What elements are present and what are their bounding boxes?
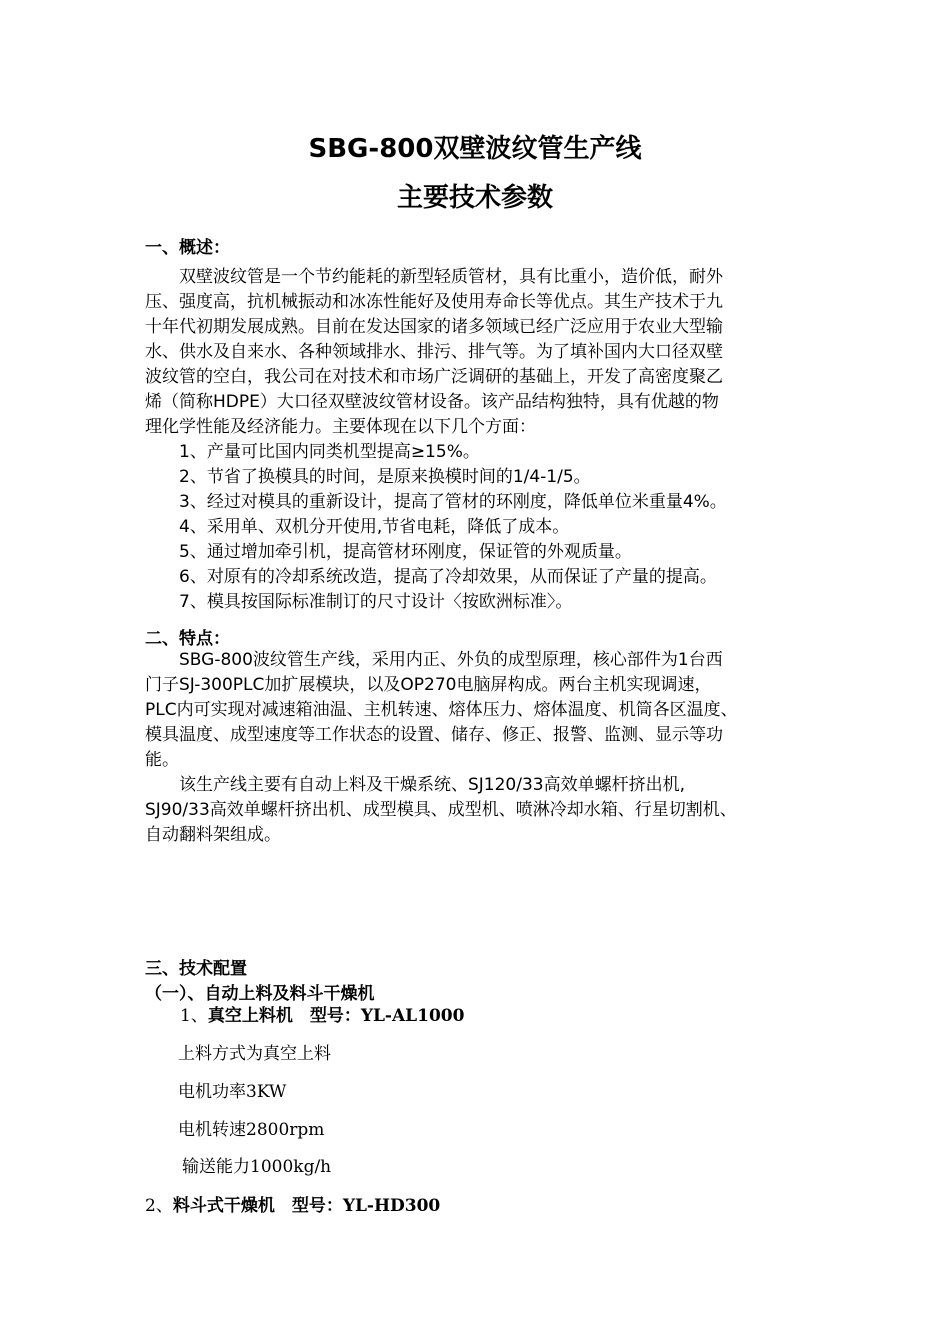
- paragraph-line: 理化学性能及经济能力。主要体现在以下几个方面：: [145, 417, 536, 437]
- paragraph-line: 模具温度、成型速度等工作状态的设置、储存、修正、报警、监测、显示等功: [145, 725, 723, 745]
- section1-paragraph: [145, 265, 825, 615]
- document-title: SBG-800双壁波纹管生产线: [308, 134, 642, 164]
- spec-item-heading: [145, 1194, 825, 1219]
- list-item: 5、通过增加牵引机，提高管材环刚度，保证管的外观质量。: [145, 542, 632, 562]
- section2-paragraph-1: [145, 648, 825, 773]
- section3-heading: 三、技术配置: [145, 959, 247, 979]
- spec-line: 电机转速2800rpm: [178, 1120, 325, 1140]
- spec-line: 电机功率3KW: [178, 1082, 287, 1102]
- paragraph-line: 水、供水及自来水、各种领域排水、排污、排气等。为了填补国内大口径双壁: [145, 342, 723, 362]
- paragraph-line: 双壁波纹管是一个节约能耗的新型轻质管材，具有比重小，造价低，耐外: [145, 267, 723, 287]
- paragraph-line: SJ90/33高效单螺杆挤出机、成型模具、成型机、喷淋冷却水箱、行星切割机、: [145, 800, 737, 820]
- paragraph-line: 门子SJ-300PLC加扩展模块，以及OP270电脑屏构成。两台主机实现调速，: [145, 675, 712, 695]
- spec-item-title: 料斗式干燥机 型号：YL-HD300: [172, 1196, 441, 1216]
- paragraph-line: 自动翻料架组成。: [145, 825, 281, 845]
- spec-line: 输送能力1000kg/h: [182, 1157, 332, 1177]
- paragraph-line: SBG-800波纹管生产线，采用内正、外负的成型原理，核心部件为1台西: [145, 650, 723, 670]
- paragraph-line: 该生产线主要有自动上料及干燥系统、SJ120/33高效单螺杆挤出机,: [145, 775, 686, 795]
- list-item: 6、对原有的冷却系统改造，提高了冷却效果，从而保证了产量的提高。: [145, 567, 717, 587]
- subsection-heading: （一）、自动上料及料斗干燥机: [145, 984, 375, 1004]
- spec-item-number: 1、: [180, 1006, 208, 1026]
- document-subtitle: 主要技术参数: [396, 183, 553, 213]
- paragraph-line: 十年代初期发展成熟。目前在发达国家的诸多领域已经广泛应用于农业大型输: [145, 317, 723, 337]
- spec-line: 上料方式为真空上料: [178, 1044, 331, 1064]
- paragraph-line: 烯（简称HDPE）大口径双壁波纹管材设备。该产品结构独特，具有优越的物: [145, 392, 719, 412]
- list-item: 1、产量可比国内同类机型提高≥15%。: [145, 442, 480, 462]
- spec-item-heading: [180, 1004, 820, 1029]
- section1-heading: 一、概述：: [145, 238, 230, 258]
- section2-paragraph-2: [145, 773, 825, 848]
- list-item: 7、模具按国际标准制订的尺寸设计〈按欧洲标准〉。: [145, 592, 573, 612]
- paragraph-line: PLC内可实现对减速箱油温、主机转速、熔体压力、熔体温度、机筒各区温度、: [145, 700, 738, 720]
- list-item: 3、经过对模具的重新设计，提高了管材的环刚度，降低单位米重量4%。: [145, 492, 727, 512]
- spec-item-title: 真空上料机 型号：YL-AL1000: [207, 1006, 465, 1026]
- paragraph-line: 能。: [145, 750, 179, 770]
- list-item: 4、采用单、双机分开使用,节省电耗，降低了成本。: [145, 517, 570, 537]
- section2-heading: 二、特点：: [145, 629, 230, 649]
- spec-item-number: 2、: [145, 1196, 173, 1216]
- list-item: 2、节省了换模具的时间，是原来换模时间的1/4-1/5。: [145, 467, 591, 487]
- paragraph-line: 波纹管的空白，我公司在对技术和市场广泛调研的基础上，开发了高密度聚乙: [145, 367, 723, 387]
- paragraph-line: 压、强度高，抗机械振动和冰冻性能好及使用寿命长等优点。其生产技术于九: [145, 292, 723, 312]
